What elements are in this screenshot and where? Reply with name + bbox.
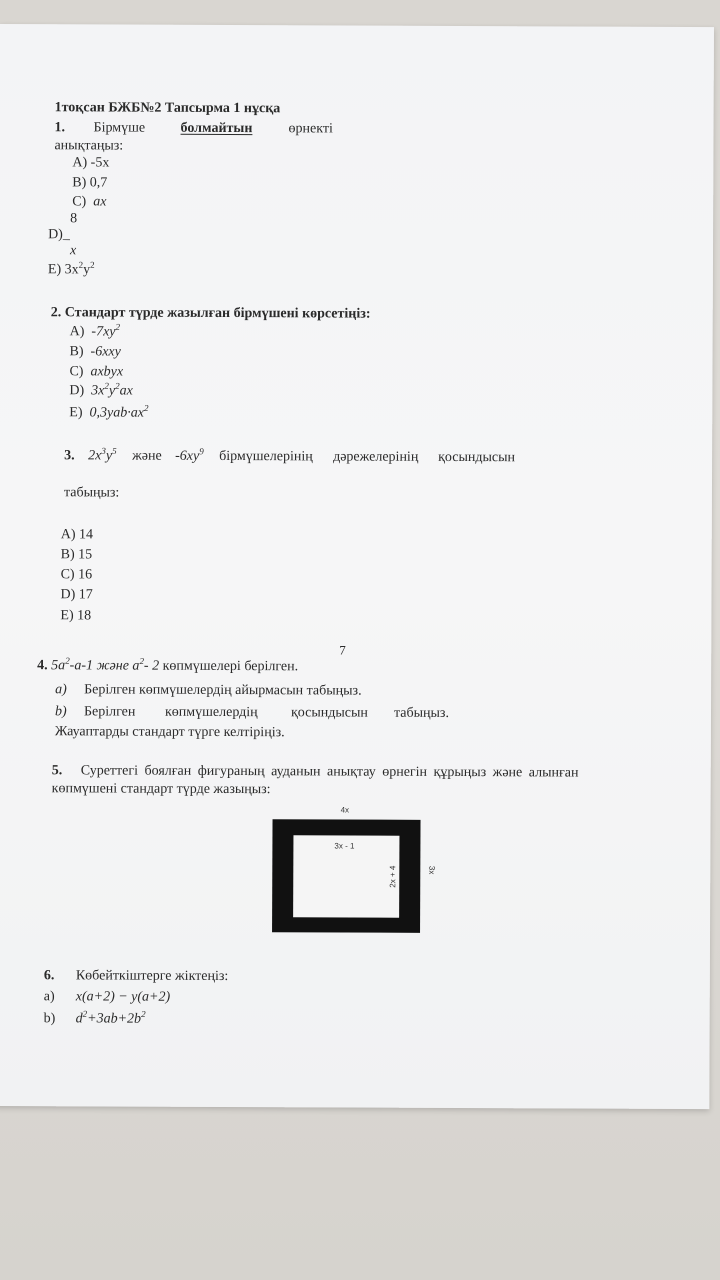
q6-b-exp-2: 2: [141, 1008, 146, 1019]
q1-option-c: [72, 194, 106, 210]
q2-option-a-label: A): [69, 324, 85, 340]
q4-poly-1-a: 5a: [51, 658, 66, 674]
q6-title: Көбейткіштерге жіктеңіз:: [75, 968, 229, 985]
q2-option-d-part-3: ax: [119, 383, 133, 399]
q3-option-d: D) 17: [60, 587, 93, 603]
q4-b-label: b): [54, 704, 67, 720]
q1-option-d-label: D)_: [48, 227, 70, 243]
q3-monomial-2-exp: 9: [199, 446, 204, 457]
q1-option-c-value: ax: [93, 194, 107, 210]
q4-b-word-3: қосындысын: [290, 705, 368, 721]
q4-a-text: Берілген көпмүшелердің айырмасын табыңыз.: [84, 682, 362, 699]
q2-option-d-exp-2: 2: [115, 380, 120, 391]
q4-line-1: [37, 655, 299, 675]
figure-top-label: 4x: [340, 805, 350, 815]
q2-option-a-value: -7xy: [91, 324, 116, 340]
q3-monomial-2-part: -6xy: [175, 448, 200, 464]
page-number: 7: [339, 642, 346, 658]
q4-note: Жауаптарды стандарт түрге келтіріңіз.: [54, 724, 285, 741]
q3-monomial-1-exp-2: 5: [112, 445, 117, 456]
q1-option-e-label: E) 3x: [47, 262, 79, 278]
q4-poly-2-b: - 2: [143, 658, 160, 674]
q2-option-d-part-2: y: [108, 383, 116, 399]
shaded-frame-figure: [272, 819, 420, 933]
q2-option-e-value: 0,3yab·ax: [89, 405, 144, 421]
q2-option-b: [70, 344, 121, 360]
q6-number: 6.: [43, 968, 55, 984]
q4-poly-1-exp: 2: [65, 655, 70, 666]
q1-line-2: анықтаңыз:: [54, 138, 124, 154]
q1-option-e-var: y: [83, 262, 91, 278]
q3-option-b: B) 15: [60, 547, 93, 563]
q4-number: 4.: [37, 658, 48, 674]
q2-option-e-label: E): [69, 405, 83, 421]
q6-b-value: [75, 1008, 146, 1027]
q2-option-d: [69, 380, 133, 399]
q4-b-word-4: табыңыз.: [393, 705, 449, 721]
q3-monomial-1-part-a: 2x: [88, 448, 102, 464]
q3-and: және: [132, 448, 162, 464]
q2-option-e: [69, 402, 149, 421]
q6-b-part-2: +3ab+2b: [87, 1011, 142, 1027]
q2-option-c: [69, 364, 123, 380]
q1-option-b: B) 0,7: [72, 175, 108, 191]
q2-option-d-part-1: 3x: [91, 383, 105, 399]
q6-b-label: b): [43, 1011, 56, 1027]
q1-option-e-exp-1: 2: [78, 259, 84, 270]
q6-b-part-1: d: [75, 1011, 83, 1027]
q6-a-label: a): [43, 989, 55, 1005]
q2-option-c-label: C): [69, 364, 84, 380]
q1-option-d-denominator: x: [69, 243, 77, 259]
q4-b-word-1: Берілген: [83, 704, 136, 720]
q3-monomial-2: [175, 446, 204, 465]
figure-inner-side-label: 2x + 4: [388, 865, 398, 888]
q2-option-d-exp-1: 2: [104, 380, 109, 391]
q1-number: 1.: [54, 120, 66, 136]
q2-option-c-value: axbyx: [90, 364, 124, 380]
q2-title: 2. Стандарт түрде жазылған бірмүшені көрсетіңіз:: [50, 305, 371, 322]
q6-b-exp-1: 2: [82, 1008, 88, 1019]
exam-sheet: [0, 24, 714, 1109]
q6-a-value: x(a+2) − y(a+2): [75, 989, 171, 1005]
q2-option-b-label: B): [69, 344, 84, 360]
q4-b-word-2: көпмүшелердің: [164, 704, 258, 721]
q2-option-a-exp: 2: [115, 321, 121, 332]
q3-option-a: A) 14: [60, 527, 94, 543]
q3-text-3: қосындысын: [438, 449, 516, 466]
page-title: 1тоқсан БЖБ№2 Тапсырма 1 нұсқа: [54, 100, 281, 117]
q3-line-2: табыңыз:: [63, 485, 120, 501]
q5-line-2: көпмүшені стандарт түрде жазыңыз:: [51, 781, 271, 798]
q3-option-c: C) 16: [60, 567, 93, 583]
q2-option-a: [69, 321, 121, 340]
q5-number: 5.: [51, 763, 63, 779]
q2-option-d-label: D): [69, 383, 85, 399]
q3-number: 3.: [64, 448, 75, 464]
q1-option-e: [47, 259, 95, 278]
q5-line-1: Суреттегі боялған фигураның ауданын анықтау өрнегін құрыңыз және алынған: [80, 763, 579, 781]
q3-monomial-1: [88, 445, 117, 464]
q1-underlined-word: болмайтын: [180, 120, 253, 137]
q3-monomial-1-part-b: y: [105, 448, 113, 464]
figure-side-label: 3x: [427, 865, 437, 875]
q1-option-d-numerator: 8: [70, 211, 78, 227]
q2-option-b-value: -6xxy: [90, 344, 121, 360]
q1-option-a: A) -5x: [72, 155, 110, 171]
q1-word-2: өрнекті: [288, 121, 333, 137]
q4-poly-2-exp: 2: [139, 655, 144, 666]
q4-poly-1-b: -a-1: [69, 658, 94, 674]
q4-a-label: a): [55, 682, 67, 698]
q1-option-c-label: C): [72, 194, 87, 210]
figure-inner-top-label: 3x - 1: [334, 841, 355, 851]
q3-option-e: E) 18: [60, 608, 92, 624]
q3-text-2: дәрежелерінің: [333, 449, 419, 465]
q3-text-1: бірмүшелерінің: [219, 448, 313, 465]
q1-option-e-exp-2: 2: [90, 259, 95, 270]
q2-option-e-exp: 2: [143, 402, 149, 413]
q4-poly-2-a: a: [132, 658, 140, 674]
q1-word-1: Бірмүше: [93, 120, 146, 136]
q4-and: және: [96, 658, 129, 674]
q4-rest: көпмүшелері берілген.: [162, 658, 299, 675]
q3-monomial-1-exp-1: 3: [101, 445, 106, 456]
